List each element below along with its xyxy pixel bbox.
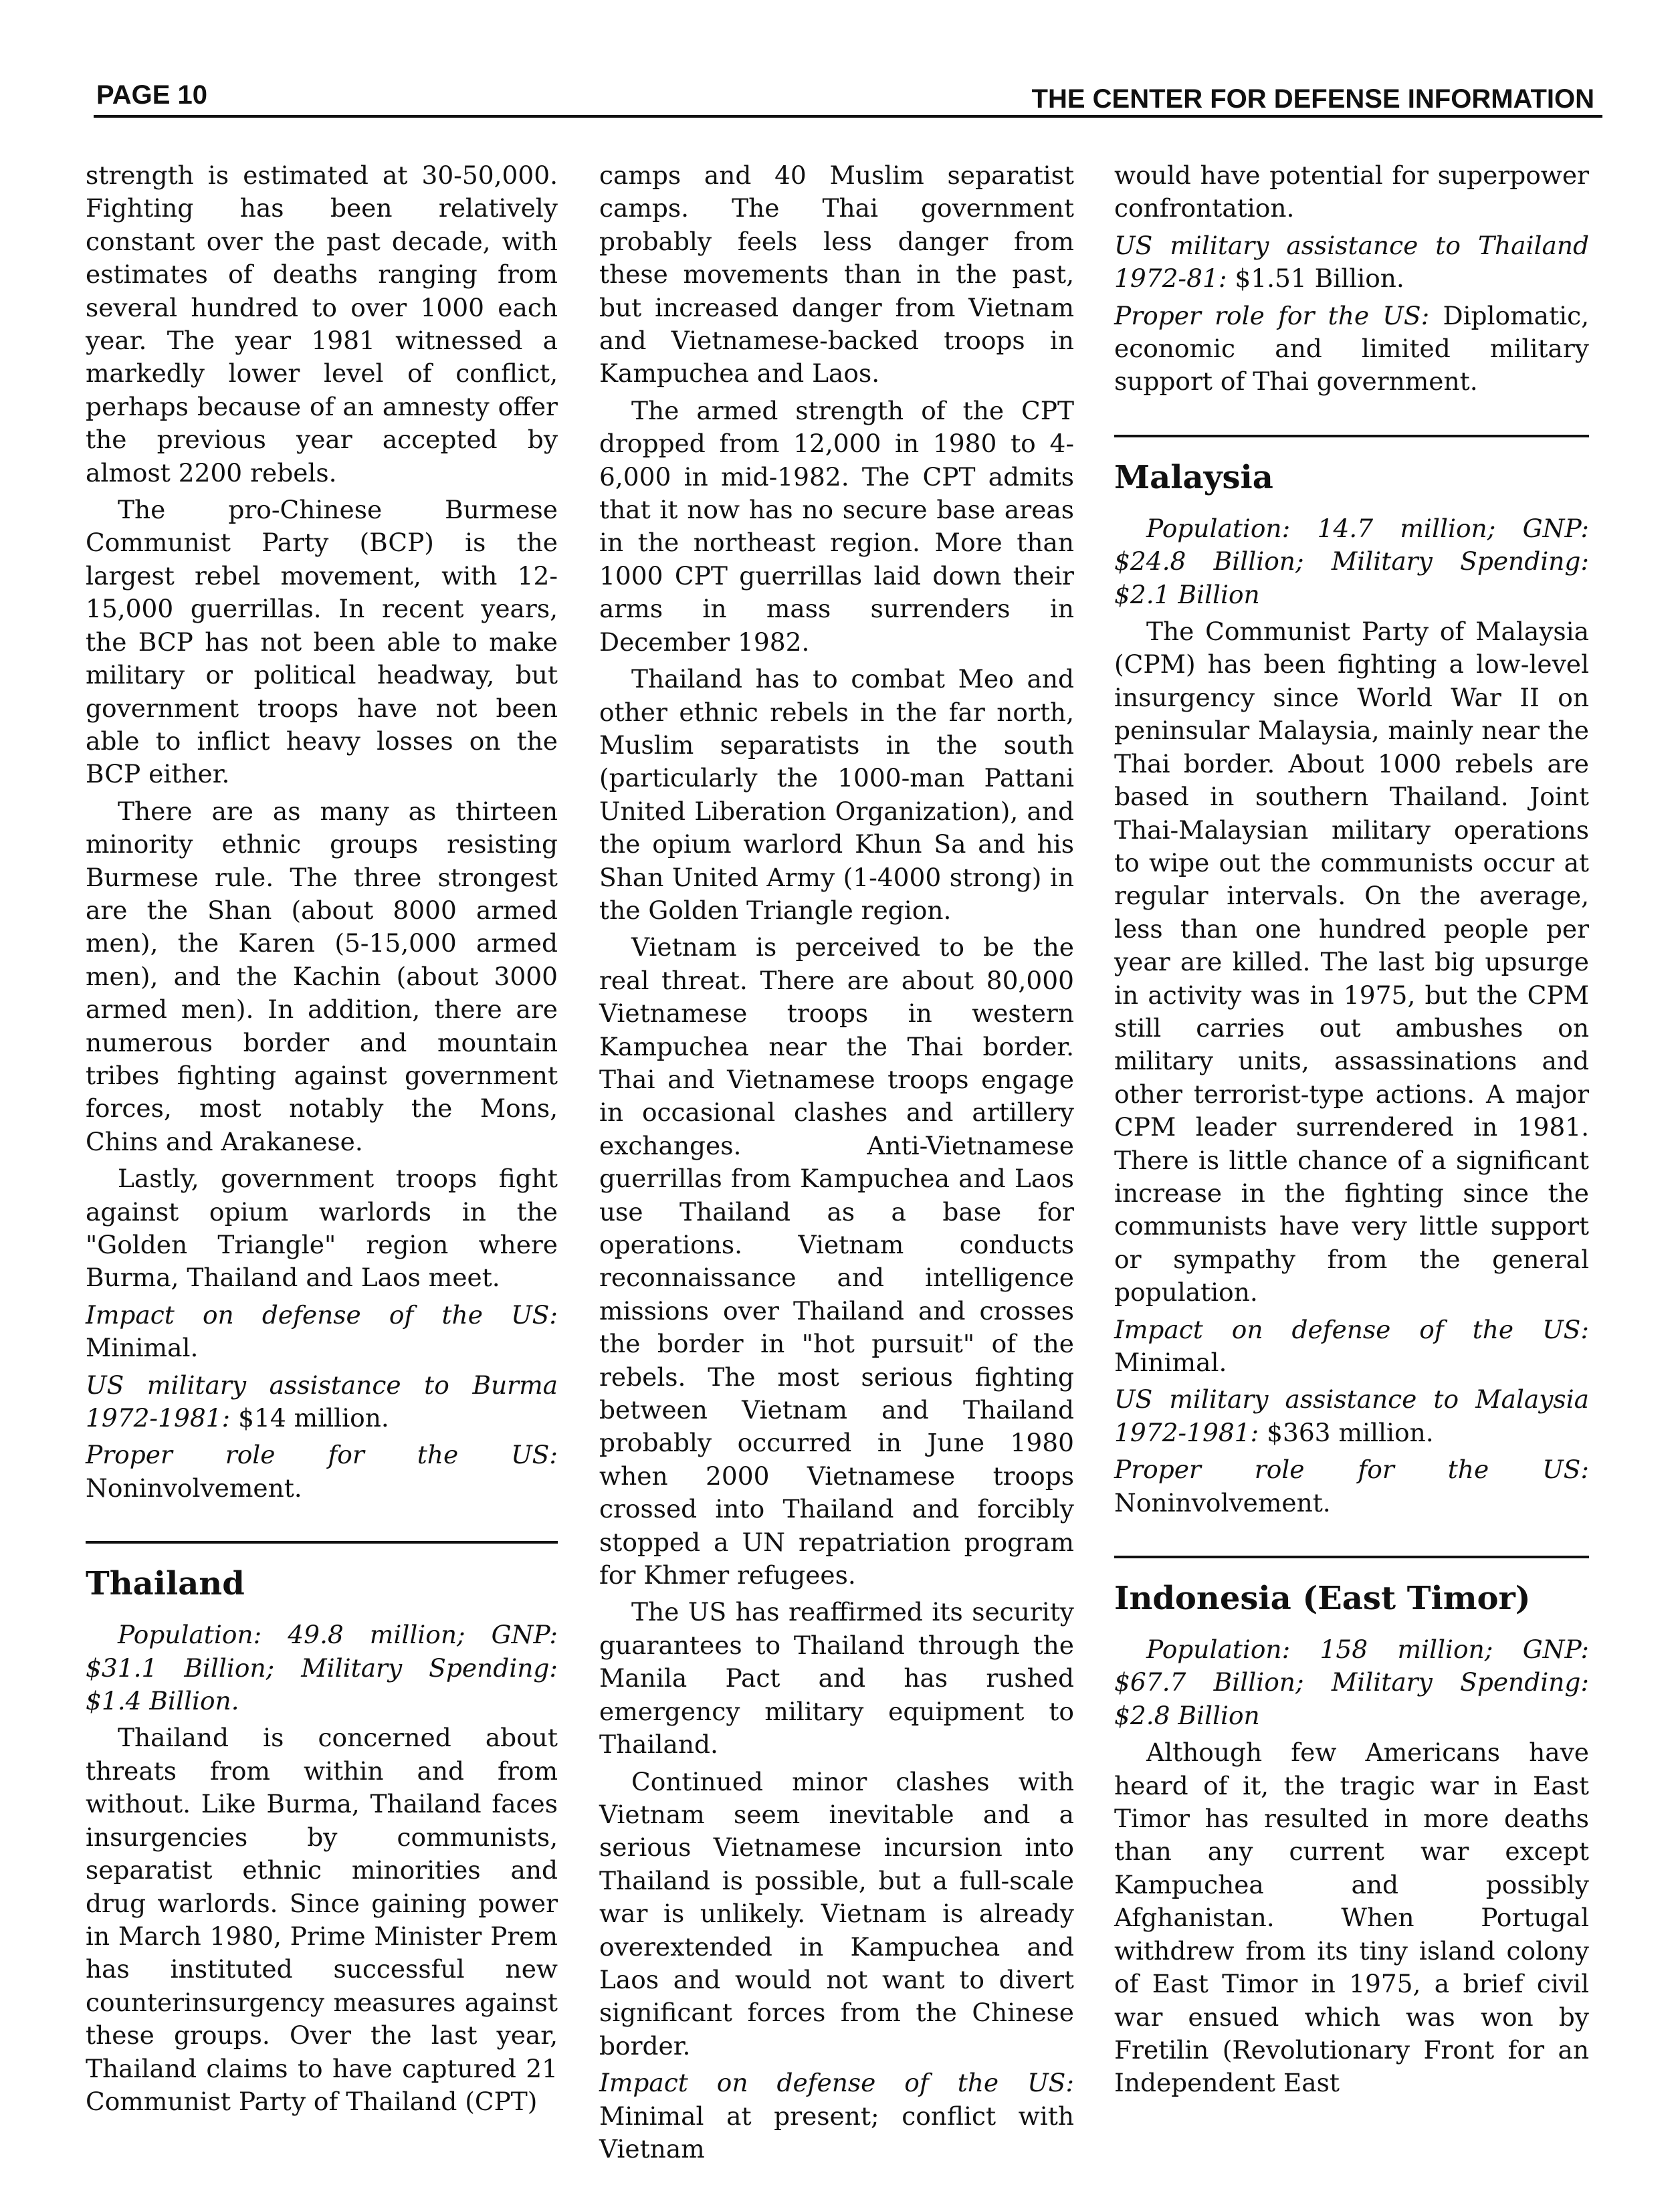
column-1: [86, 159, 558, 2122]
thailand-role: [1114, 300, 1589, 399]
thailand-paragraph-4: Thailand has to combat Meo and other ethnic rebels in the far north, Muslim separatists in the south (particularly the 1000-man Pattani United Liberation Organization), and the opium warlord Khun Sa and his Shan United Army (1-4000 strong) in the Golden Triangle region.: [599, 664, 1074, 925]
thailand-paragraph-3: The armed strength of the CPT dropped from 12,000 in 1980 to 4-6,000 in mid-1982. The CPT admits that it now has no secure base areas in the northeast region. More than 1000 CPT guerrillas laid down their arms in mass surrenders in December 1982.: [599, 395, 1074, 657]
thailand-paragraph-5: Vietnam is perceived to be the real threat. There are about 80,000 Vietnamese troops in western Kampuchea near the Thai border. Thai and Vietnamese troops engage in occasional clashes and artillery exchanges. Anti-Vietnamese guerrillas from Kampuchea and Laos use Thailand as a base for operations. Vietnam conducts reconnaissance and intelligence missions over Thailand and crosses the border in "hot pursuit" of the rebels. The most serious fighting between Vietnam and Thailand probably occurred in June 1980 when 2000 Vietnamese troops crossed into Thailand and forcibly stopped a UN repatriation program for Khmer refugees.: [599, 932, 1074, 1590]
thailand-role-label: Proper role for the US:: [1114, 300, 1430, 330]
malaysia-impact-label: Impact on defense of the US:: [1114, 1314, 1589, 1344]
thailand-role-value: Diplomatic, economic and limited military support of Thai government.: [1114, 300, 1590, 397]
indonesia-stats: Population: 158 million; GNP: $67.7 Billion; Military Spending: $2.8 Billion: [1114, 1635, 1589, 1730]
thailand-paragraph-6: The US has reaffirmed its security guarantees to Thailand through the Manila Pact and has rushed emergency military equipment to Thailand.: [599, 1597, 1074, 1760]
burma-impact-value: Minimal.: [86, 1333, 199, 1363]
burma-role-label: Proper role for the US:: [86, 1440, 558, 1470]
malaysia-role-label: Proper role for the US:: [1114, 1455, 1589, 1485]
burma-role: [86, 1439, 558, 1505]
thailand-assistance-label: US military assistance to Thailand 1972-81:: [1114, 230, 1589, 294]
malaysia-role-value: Noninvolvement.: [1114, 1487, 1331, 1518]
thailand-stats: Population: 49.8 million; GNP: $31.1 Billion; Military Spending: $1.4 Billion.: [86, 1620, 558, 1716]
page-header: [94, 79, 1602, 119]
malaysia-heading: Malaysia: [1114, 458, 1273, 496]
burma-paragraph-3: There are as many as thirteen minority ethnic groups resisting Burmese rule. The three strongest are the Shan (about 8000 armed men), the Karen (5-15,000 armed men), and the Kachin (about 3000 armed men). In addition, there are numerous border and mountain tribes fighting against government forces, most notably the Mons, Chins and Arakanese.: [86, 796, 558, 1156]
malaysia-role: [1114, 1453, 1589, 1520]
malaysia-impact: [1114, 1314, 1589, 1380]
burma-paragraph-2: The pro-Chinese Burmese Communist Party (BCP) is the largest rebel movement, with 12-15,000 guerrillas. In recent years, the BCP has not been able to make military or political headway, but government troops have not been able to inflict heavy losses on the BCP either.: [86, 495, 558, 789]
page-number: PAGE 10: [96, 80, 207, 110]
burma-impact-label: Impact on defense of the US:: [86, 1299, 558, 1330]
burma-impact: [86, 1299, 558, 1365]
column-2: [599, 159, 1074, 2170]
malaysia-assistance-label: US military assistance to Malaysia 1972-1981:: [1114, 1384, 1589, 1447]
malaysia-stats: Population: 14.7 million; GNP: $24.8 Billion; Military Spending: $2.1 Billion: [1114, 513, 1589, 609]
column-3: [1114, 159, 1589, 2104]
thailand-impact-label: Impact on defense of the US:: [599, 2068, 1074, 2098]
section-divider: [1114, 1556, 1589, 1558]
header-divider: [94, 115, 1602, 118]
thailand-impact: [599, 2067, 1074, 2166]
thailand-assistance-value: $1.51 Billion.: [1235, 264, 1404, 294]
section-divider: [86, 1541, 558, 1544]
indonesia-paragraph-1: Although few Americans have heard of it, the tragic war in East Timor has resulted in more deaths than any current war except Kampuchea and possibly Afghanistan. When Portugal withdrew from its tiny island colony of East Timor in 1975, a brief civil war ensued which was won by Fretilin (Revolutionary Front for an Independent East: [1114, 1738, 1589, 2098]
malaysia-paragraph-1: The Communist Party of Malaysia (CPM) has been fighting a low-level insurgency since World War II on peninsular Malaysia, mainly near the Thai border. About 1000 rebels are based in southern Thailand. Joint Thai-Malaysian military operations to wipe out the communists occur at regular intervals. On the average, less than one hundred people per year are killed. The last big upsurge in activity was in 1975, but the CPM still carries out ambushes on military units, assassinations and other terrorist-type actions. A major CPM leader surrendered in 1981. There is little chance of a significant increase in the fighting since the communists have very little support or sympathy from the general population.: [1114, 617, 1589, 1308]
thailand-paragraph-2: camps and 40 Muslim separatist camps. The Thai government probably feels less danger from these movements than in the past, but increased danger from Vietnam and Vietnamese-backed troops in Kampuchea and Laos.: [599, 161, 1074, 389]
burma-assistance: [86, 1369, 558, 1435]
publisher-name: THE CENTER FOR DEFENSE INFORMATION: [1031, 84, 1594, 114]
burma-paragraph-4: Lastly, government troops fight against opium warlords in the "Golden Triangle" region where Burma, Thailand and Laos meet.: [86, 1164, 558, 1293]
thailand-paragraph-7: Continued minor clashes with Vietnam seem inevitable and a serious Vietnamese incursion into Thailand is possible, but a full-scale war is unlikely. Vietnam is already overextended in Kampuchea and Laos and would not want to divert significant forces from the Chinese border.: [599, 1766, 1074, 2061]
burma-paragraph-1: strength is estimated at 30-50,000. Fighting has been relatively constant over the past decade, with estimates of deaths ranging from several hundred to over 1000 each year. The year 1981 witnessed a markedly lower level of conflict, perhaps because of an amnesty offer the previous year accepted by almost 2200 rebels.: [86, 161, 558, 488]
burma-assistance-value: $14 million.: [238, 1403, 389, 1433]
thailand-impact-continued: would have potential for superpower confrontation.: [1114, 161, 1589, 223]
thailand-heading: Thailand: [86, 1565, 245, 1603]
malaysia-impact-value: Minimal.: [1114, 1348, 1227, 1377]
malaysia-assistance-value: $363 million.: [1267, 1417, 1434, 1447]
malaysia-assistance: [1114, 1383, 1589, 1449]
section-divider: [1114, 435, 1589, 437]
thailand-assistance: [1114, 229, 1589, 296]
burma-assistance-label: US military assistance to Burma 1972-1981:: [86, 1370, 558, 1433]
burma-role-value: Noninvolvement.: [86, 1473, 302, 1503]
thailand-impact-value: Minimal at present; conflict with Vietnam: [599, 2101, 1074, 2164]
indonesia-heading: Indonesia (East Timor): [1114, 1580, 1531, 1618]
thailand-paragraph-1: Thailand is concerned about threats from within and from without. Like Burma, Thailand faces insurgencies by communists, separatist ethnic minorities and drug warlords. Since gaining power in March 1980, Prime Minister Prem has instituted successful new counterinsurgency measures against these groups. Over the last year, Thailand claims to have captured 21 Communist Party of Thailand (CPT): [86, 1723, 558, 2116]
